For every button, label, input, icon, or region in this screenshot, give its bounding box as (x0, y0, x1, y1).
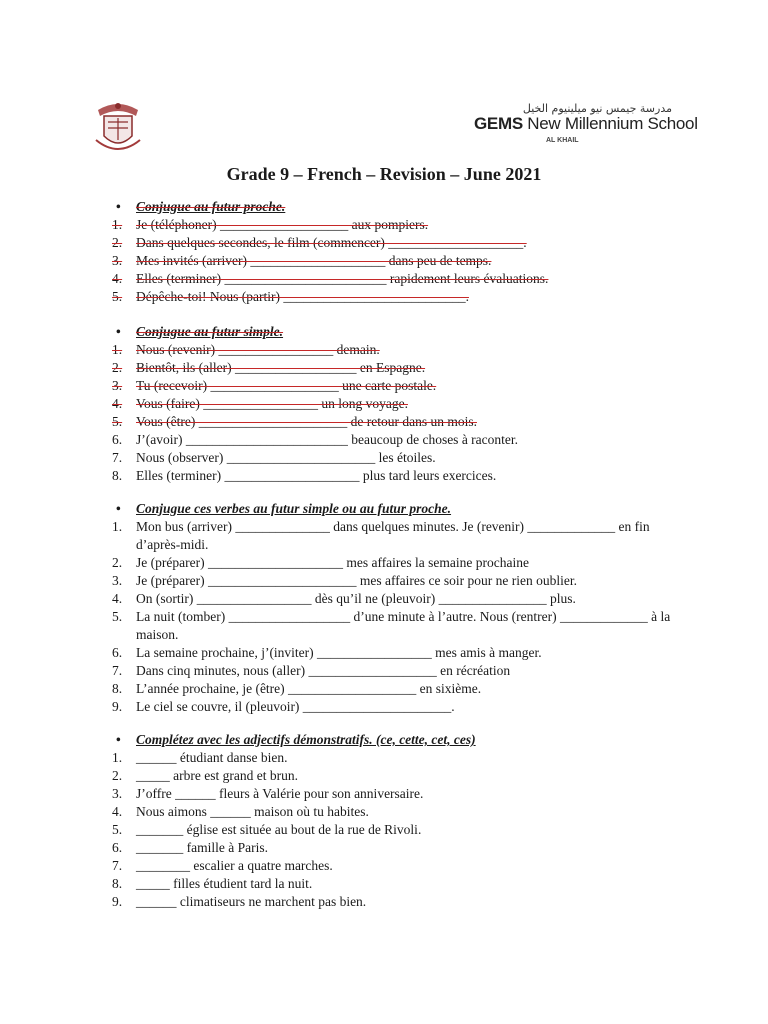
section-heading (112, 323, 692, 341)
exercise-item (112, 554, 692, 572)
item-text: Je (préparer) ______________________ mes affaires ce soir pour ne rien oublier. (136, 573, 577, 588)
item-number: 3. (112, 253, 123, 268)
item-text: Vous (être) ______________________ de retour dans un mois. (136, 414, 477, 429)
item-number: 2. (112, 360, 123, 375)
exercise-item (112, 857, 692, 875)
item-text: Dans cinq minutes, nous (aller) ___________________ en récréation (136, 663, 511, 678)
item-number: 2. (112, 768, 123, 783)
section-futur-simple-ou-proche (112, 500, 692, 716)
section-heading (112, 198, 692, 216)
item-text: Je (téléphoner) ___________________ aux pompiers. (136, 217, 429, 232)
item-number: 4. (112, 804, 123, 819)
item-text: Mon bus (arriver) ______________ dans quelques minutes. Je (revenir) _____________ en fin d’après-midi. (136, 519, 650, 552)
item-text: _______ famille à Paris. (136, 840, 268, 855)
item-text: La semaine prochaine, j’(inviter) _________________ mes amis à manger. (136, 645, 542, 660)
item-text: ______ étudiant danse bien. (136, 750, 288, 765)
bullet-icon: • (116, 501, 121, 516)
exercise-item (112, 875, 692, 893)
item-number: 1. (112, 342, 123, 357)
item-number: 6. (112, 645, 123, 660)
item-number: 9. (112, 894, 123, 909)
item-number: 8. (112, 681, 123, 696)
school-arabic-name: مدرسة جيمس نيو ميلينيوم الخيل (522, 102, 672, 115)
bullet-icon: • (116, 199, 121, 214)
exercise-item (112, 234, 692, 252)
item-number: 4. (112, 396, 123, 411)
item-number: 6. (112, 432, 123, 447)
exercise-item (112, 644, 692, 662)
exercise-item (112, 803, 692, 821)
exercise-item (112, 413, 692, 431)
item-number: 6. (112, 840, 123, 855)
exercise-item (112, 288, 692, 306)
exercise-item (112, 680, 692, 698)
item-number: 7. (112, 450, 123, 465)
exercise-item (112, 893, 692, 911)
exercise-item (112, 431, 692, 449)
exercise-item (112, 395, 692, 413)
item-text: _____ arbre est grand et brun. (136, 768, 298, 783)
school-logo (474, 102, 698, 152)
item-number: 5. (112, 289, 123, 304)
item-number: 5. (112, 609, 123, 624)
exercise-item (112, 252, 692, 270)
exercise-item (112, 785, 692, 803)
school-location: AL KHAIL (546, 137, 579, 144)
exercise-item (112, 518, 692, 554)
exercise-item (112, 698, 692, 716)
item-number: 1. (112, 217, 123, 232)
exercise-item (112, 608, 692, 644)
exercise-item (112, 270, 692, 288)
item-text: _____ filles étudient tard la nuit. (136, 876, 313, 891)
item-number: 7. (112, 663, 123, 678)
exercise-item (112, 216, 692, 234)
exercise-item (112, 359, 692, 377)
item-text: On (sortir) _________________ dès qu’il ne (pleuvoir) ________________ plus. (136, 591, 576, 606)
exercise-item (112, 662, 692, 680)
item-number: 9. (112, 699, 123, 714)
item-text: Nous aimons ______ maison où tu habites. (136, 804, 369, 819)
section-futur-simple (112, 323, 692, 485)
item-text: Tu (recevoir) ___________________ une carte postale. (136, 378, 437, 393)
school-crest-icon (92, 96, 144, 156)
item-number: 3. (112, 573, 123, 588)
section-futur-proche (112, 198, 692, 306)
exercise-item (112, 821, 692, 839)
item-number: 5. (112, 414, 123, 429)
exercise-item (112, 839, 692, 857)
item-number: 4. (112, 591, 123, 606)
item-number: 4. (112, 271, 123, 286)
exercise-item (112, 449, 692, 467)
item-text: Mes invités (arriver) ____________________ dans peu de temps. (136, 253, 492, 268)
section-heading-text: Complétez avec les adjectifs démonstratifs. (ce, cette, cet, ces) (136, 732, 476, 747)
item-text: Nous (revenir) _________________ demain. (136, 342, 380, 357)
exercise-item (112, 590, 692, 608)
exercise-item (112, 767, 692, 785)
item-number: 3. (112, 786, 123, 801)
item-number: 3. (112, 378, 123, 393)
bullet-icon: • (116, 732, 121, 747)
bullet-icon: • (116, 324, 121, 339)
item-text: Dépêche-toi! Nous (partir) ___________________________. (136, 289, 469, 304)
item-text: Nous (observer) ______________________ les étoiles. (136, 450, 436, 465)
item-text: Elles (terminer) ____________________ plus tard leurs exercices. (136, 468, 497, 483)
item-text: La nuit (tomber) __________________ d’une minute à l’autre. Nous (rentrer) _____________ à la maison. (136, 609, 671, 642)
item-text: ______ climatiseurs ne marchent pas bien. (136, 894, 367, 909)
page-title: Grade 9 – French – Revision – June 2021 (226, 164, 542, 184)
item-text: Dans quelques secondes, le film (commencer) ____________________. (136, 235, 527, 250)
item-number: 8. (112, 876, 123, 891)
item-text: L’année prochaine, je (être) ___________________ en sixième. (136, 681, 482, 696)
section-heading (112, 500, 692, 518)
exercise-item (112, 341, 692, 359)
item-text: _______ église est située au bout de la rue de Rivoli. (136, 822, 422, 837)
item-number: 1. (112, 750, 123, 765)
section-heading (112, 731, 692, 749)
item-text: Bientôt, ils (aller) __________________ en Espagne. (136, 360, 426, 375)
section-adjectifs-demonstratifs (112, 731, 692, 911)
exercise-item (112, 467, 692, 485)
item-number: 7. (112, 858, 123, 873)
item-text: Le ciel se couvre, il (pleuvoir) ______________________. (136, 699, 455, 714)
section-heading-text: Conjugue ces verbes au futur simple ou au futur proche. (136, 501, 452, 516)
item-text: Elles (terminer) ________________________ rapidement leurs évaluations. (136, 271, 549, 286)
section-heading-text: Conjugue au futur simple. (136, 324, 284, 339)
exercise-item (112, 377, 692, 395)
item-text: J’(avoir) ________________________ beaucoup de choses à raconter. (136, 432, 519, 447)
item-number: 1. (112, 519, 123, 534)
exercise-item (112, 572, 692, 590)
section-heading-text: Conjugue au futur proche. (136, 199, 286, 214)
item-text: Je (préparer) ____________________ mes affaires la semaine prochaine (136, 555, 529, 570)
school-name-rest: New Millennium School (522, 114, 698, 133)
item-number: 2. (112, 555, 123, 570)
exercise-item (112, 749, 692, 767)
school-name-bold: GEMS (474, 114, 523, 133)
item-text: ________ escalier a quatre marches. (136, 858, 333, 873)
item-text: Vous (faire) _________________ un long voyage. (136, 396, 408, 411)
item-number: 2. (112, 235, 123, 250)
item-number: 5. (112, 822, 123, 837)
school-name (474, 114, 698, 134)
item-number: 8. (112, 468, 123, 483)
item-text: J’offre ______ fleurs à Valérie pour son anniversaire. (136, 786, 424, 801)
